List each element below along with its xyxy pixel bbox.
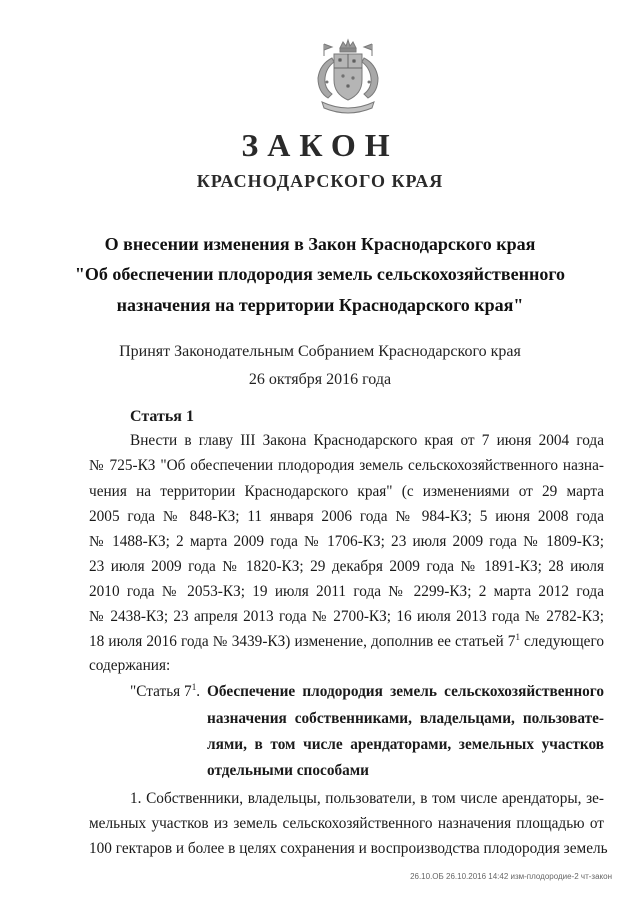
superscript-mark: 1 xyxy=(515,631,520,642)
footer-file-reference: 26.10.ОБ 26.10.2016 14:42 изм-плодородие-2 чт-закон xyxy=(410,872,612,881)
article-1-line: содержания: xyxy=(89,657,171,674)
new-article-label-sup: 1 xyxy=(191,681,197,692)
new-article-title-line: отдельными способами xyxy=(207,762,369,779)
new-article-paragraph-line: 100 гектаров и более в целях сохранения и воспроизводства плодородия земель xyxy=(89,840,608,857)
new-article-title-line: лями, в том числе арендаторами, земельных участков xyxy=(207,736,604,753)
article-1-title: Статья 1 xyxy=(130,408,194,425)
article-1-line-text: 18 июля 2016 года № 3439-КЗ) изменение, дополнив ее статьей 7 xyxy=(89,633,516,650)
new-article-label xyxy=(130,683,200,701)
law-title: ЗАКОН xyxy=(241,127,399,163)
coat-of-arms-emblem xyxy=(310,38,386,116)
article-1-line: 2010 года № 2053-КЗ; 19 июля 2011 года № 2299-КЗ; 2 марта 2012 года xyxy=(89,583,604,600)
new-article-title-line: назначения собственниками, владельцами, пользовате- xyxy=(207,710,604,727)
article-1-line: 23 июля 2009 года № 1820-КЗ; 29 декабря 2009 года № 1891-КЗ; 28 июля xyxy=(89,558,604,575)
region-subtitle: КРАСНОДАРСКОГО КРАЯ xyxy=(196,171,444,191)
article-1-line-tail: следующего xyxy=(519,633,604,650)
new-article-label-prefix: "Статья 7 xyxy=(130,683,192,700)
document-heading-line-1: О внесении изменения в Закон Краснодарского края xyxy=(104,234,536,254)
new-article-label-suffix: . xyxy=(196,683,201,700)
article-1-line: № 1488-КЗ; 2 марта 2009 года № 1706-КЗ; 23 июля 2009 года № 1809-КЗ; xyxy=(89,533,604,550)
adoption-date: 26 октября 2016 года xyxy=(248,371,392,388)
new-article-paragraph-line: 1. Собственники, владельцы, пользователи, в том числе арендаторы, зе- xyxy=(130,790,604,807)
article-1-line: № 2438-КЗ; 23 апреля 2013 года № 2700-КЗ; 16 июля 2013 года № 2782-КЗ; xyxy=(89,608,604,625)
article-1-line: № 725-КЗ "Об обеспечении плодородия земель сельскохозяйственного назна- xyxy=(89,457,604,474)
adoption-statement: Принят Законодательным Собранием Краснодарского края xyxy=(119,343,521,360)
article-1-line: Внести в главу III Закона Краснодарского края от 7 июня 2004 года xyxy=(130,432,604,449)
article-1-line: чения на территории Краснодарского края" (с изменениями от 29 марта xyxy=(89,483,604,500)
article-1-line-with-superscript xyxy=(89,633,604,651)
new-article-paragraph-line: мельных участков из земель сельскохозяйственного назначения площадью от xyxy=(89,815,604,832)
document-heading-line-3: назначения на территории Краснодарского края" xyxy=(116,295,524,315)
new-article-title-line: Обеспечение плодородия земель сельскохозяйственного xyxy=(207,683,604,700)
article-1-line: 2005 года № 848-КЗ; 11 января 2006 года № 984-КЗ; 5 июня 2008 года xyxy=(89,508,604,525)
document-heading-line-2: "Об обеспечении плодородия земель сельскохозяйственного xyxy=(74,264,566,284)
